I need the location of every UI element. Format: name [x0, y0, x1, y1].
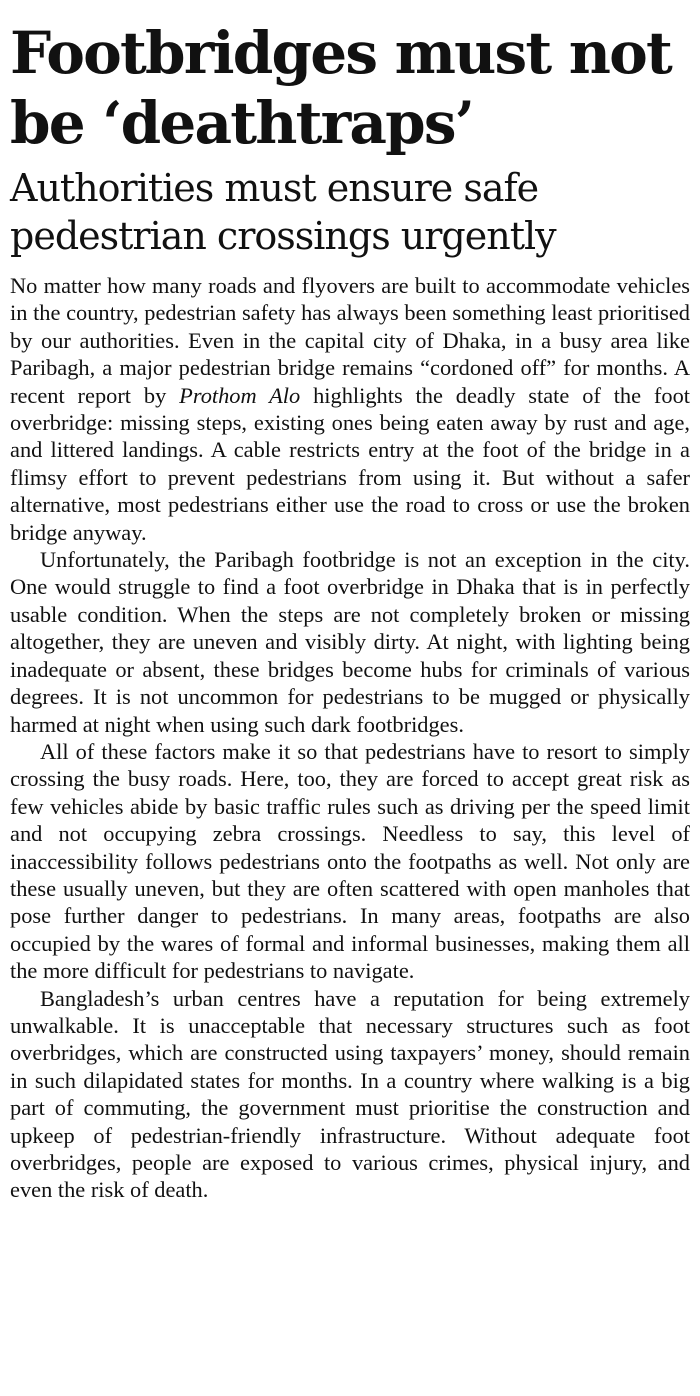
paragraph-2: Unfortunately, the Paribagh footbridge is not an exception in the city. One would struggle to find a foot overbridge in Dhaka that is in perfectly usable condition. When the steps are not completely broken or missing altogether, they are uneven and visibly dirty. At night, with lighting being inadequate or absent, these bridges become hubs for criminals of various degrees. It is not uncommon for pedestrians to be mugged or physically harmed at night when using such dark footbridges. — [10, 547, 690, 737]
article-body — [10, 272, 690, 1204]
editorial-article — [10, 0, 690, 1204]
paragraph-4: Bangladesh’s urban centres have a reputation for being extremely unwalkable. It is unacceptable that necessary structures such as foot overbridges, which are constructed using taxpayers’ money, should remain in such dilapidated states for months. In a country where walking is a big part of commuting, the government must prioritise the construction and upkeep of pedestrian-friendly infrastructure. Without adequate foot overbridges, people are exposed to various crimes, physical injury, and even the risk of death. — [10, 985, 690, 1203]
paragraph-1-text-a: No matter how many roads and flyovers are built to accommodate vehicles in the country, pedestrian safety has always been something least prioritised by our authorities. Even in the capital city of Dhaka, in a busy area like Paribagh, a major pedestrian bridge remains “cordoned off” for months. A recent report by — [10, 273, 690, 408]
paragraph-1-text-b: highlights the deadly state of the foot overbridge: missing steps, existing ones being eaten away by rust and age, and littered landings. A cable restricts entry at the foot of the bridge in a flimsy effort to prevent pedestrians from using it. But without a safer alternative, most pedestrians either use the road to cross or use the broken bridge anyway. — [10, 382, 690, 545]
subheadline: Authorities must ensure safe pedestrian crossings urgently — [10, 166, 556, 258]
paragraph-3: All of these factors make it so that pedestrians have to resort to simply crossing the busy roads. Here, too, they are forced to accept great risk as few vehicles abide by basic traffic rules such as driving per the speed limit and not occupying zebra crossings. Needless to say, this level of inaccessibility follows pedestrians onto the footpaths as well. Not only are these usually uneven, but they are often scattered with open manholes that pose further danger to pedestrians. In many areas, footpaths are also occupied by the wares of formal and informal businesses, making them all the more difficult for pedestrians to navigate. — [10, 738, 690, 984]
publication-name: Prothom Alo — [179, 382, 301, 408]
headline: Footbridges must not be ‘deathtraps’ — [10, 19, 671, 157]
paragraph-1 — [10, 272, 690, 546]
